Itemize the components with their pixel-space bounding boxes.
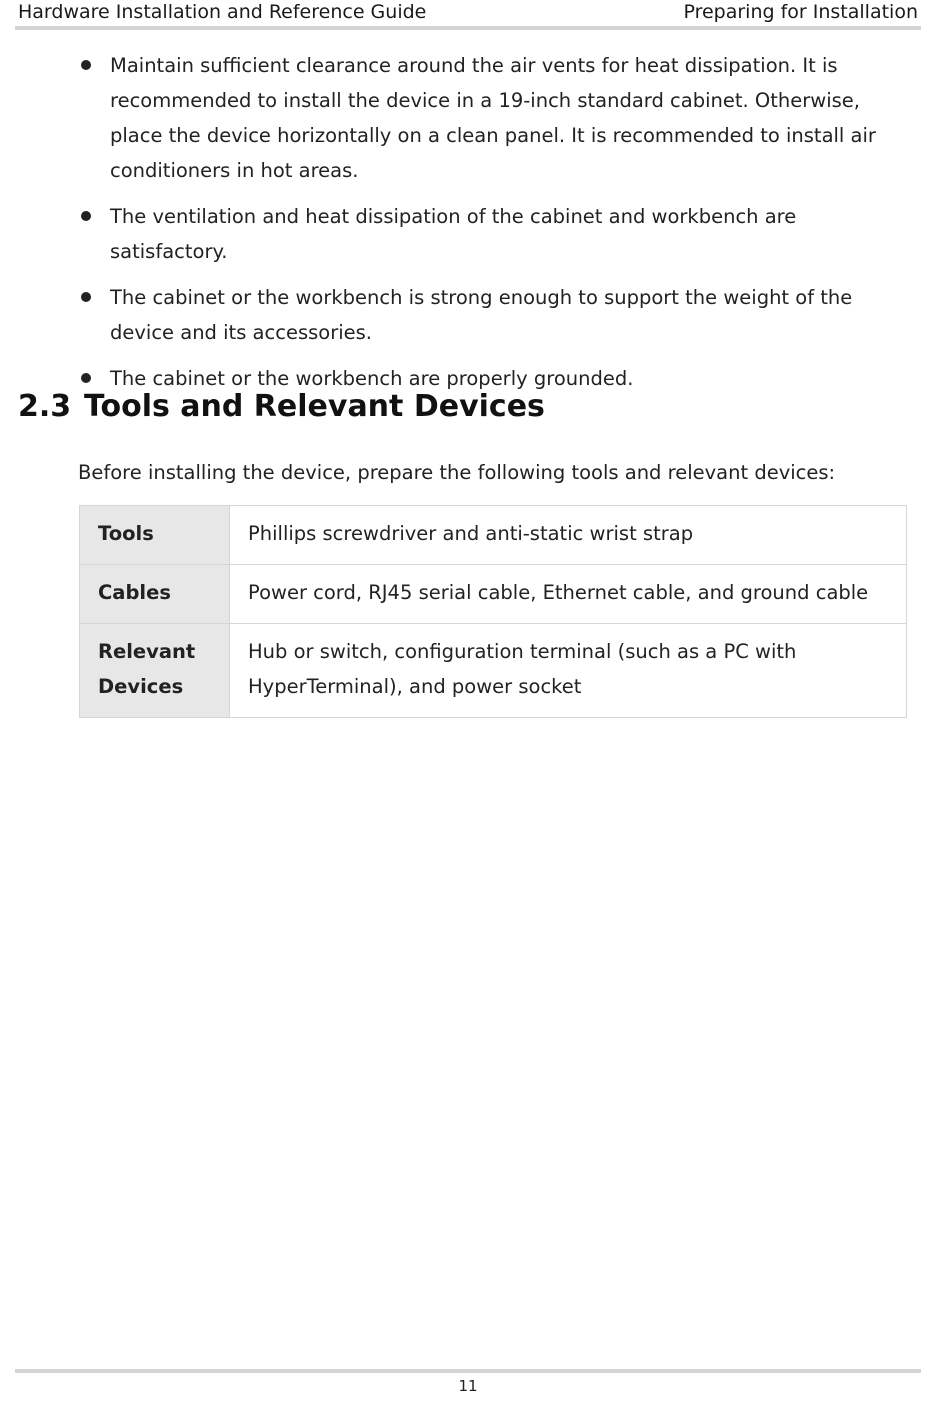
list-item	[78, 280, 908, 350]
row-label: Relevant Devices	[80, 624, 230, 718]
row-label: Tools	[80, 506, 230, 565]
row-value: Hub or switch, configuration terminal (such as a PC with HyperTerminal), and power socket	[230, 624, 907, 718]
bullet-icon	[81, 60, 91, 70]
bullet-icon	[81, 211, 91, 221]
document-title: Hardware Installation and Reference Guide	[18, 1, 427, 23]
section-intro: Before installing the device, prepare the following tools and relevant devices:	[78, 461, 836, 484]
section-number: 2.3	[18, 389, 72, 424]
tools-table	[79, 505, 907, 718]
row-value: Phillips screwdriver and anti-static wrist strap	[230, 506, 907, 565]
list-item	[78, 199, 908, 269]
section-title: Tools and Relevant Devices	[84, 389, 545, 424]
list-item	[78, 48, 908, 188]
table-row	[80, 506, 907, 565]
page-number: 11	[458, 1377, 478, 1395]
section-heading	[18, 386, 545, 428]
requirements-list	[78, 48, 908, 407]
footer-divider	[15, 1369, 921, 1373]
page-header	[18, 0, 918, 26]
row-value: Power cord, RJ45 serial cable, Ethernet cable, and ground cable	[230, 565, 907, 624]
table-row	[80, 624, 907, 718]
list-item-text: The cabinet or the workbench are properly grounded.	[110, 367, 634, 390]
header-divider	[15, 26, 921, 30]
chapter-title: Preparing for Installation	[683, 1, 918, 23]
list-item-text: The ventilation and heat dissipation of the cabinet and workbench are satisfactory.	[110, 205, 797, 263]
row-label: Cables	[80, 565, 230, 624]
list-item-text: Maintain sufficient clearance around the air vents for heat dissipation. It is recommended to install the device in a 19-inch standard cabinet. Otherwise, place the device horizontally on a clean panel. It is recommended to install air conditioners in hot areas.	[110, 54, 876, 182]
list-item-text: The cabinet or the workbench is strong enough to support the weight of the device and its accessories.	[110, 286, 853, 344]
table-row	[80, 565, 907, 624]
bullet-icon	[81, 373, 91, 383]
bullet-icon	[81, 292, 91, 302]
